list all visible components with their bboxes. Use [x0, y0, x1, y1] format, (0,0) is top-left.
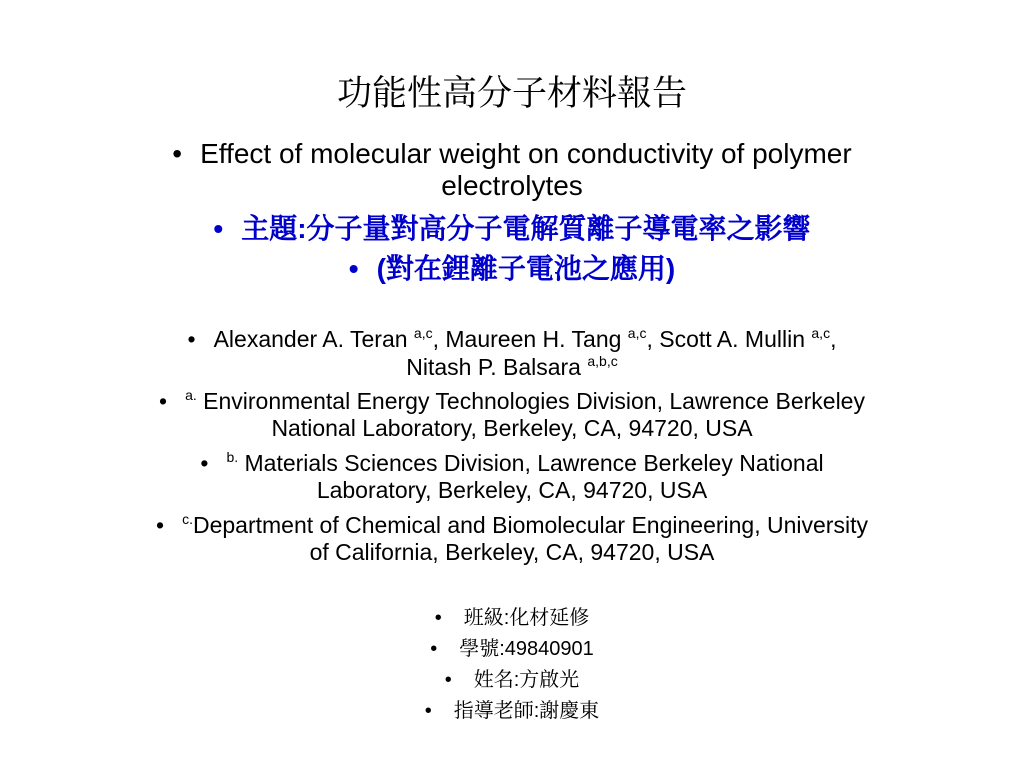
advisor-info-text: 指導老師:謝慶東: [453, 700, 600, 722]
affiliation-c-continuation: [0, 539, 1024, 566]
author-name: Scott A. Mullin: [659, 326, 805, 352]
affiliation-c: [0, 512, 1024, 539]
authors-continuation: [0, 354, 1024, 381]
author-name: Alexander A. Teran: [213, 326, 408, 352]
student-id-info: [0, 637, 1024, 661]
bullet-icon: •: [213, 213, 224, 244]
bullet-icon: •: [434, 607, 442, 629]
student-id-text: 學號:49840901: [459, 638, 594, 660]
author-separator: ,: [432, 326, 439, 352]
topic-bullet: [0, 138, 1024, 170]
author-name: Maureen H. Tang: [445, 326, 622, 352]
affiliation-a: [0, 388, 1024, 415]
slide-title: 功能性高分子材料報告: [336, 74, 687, 113]
affiliation-line-1: Materials Sciences Division, Lawrence Berkeley National: [244, 450, 824, 476]
bullet-icon: •: [159, 388, 168, 414]
topic-continuation: [0, 170, 1024, 202]
affiliation-a-continuation: [0, 415, 1024, 442]
bullet-icon: •: [424, 700, 432, 722]
bullet-icon: •: [200, 450, 209, 476]
application-text: (對在鋰離子電池之應用): [376, 253, 676, 284]
class-info: [0, 606, 1024, 630]
author-name: Nitash P. Balsara: [406, 354, 581, 380]
class-info-text: 班級:化材延修: [463, 607, 590, 629]
bullet-icon: •: [187, 326, 196, 352]
application-bullet: [0, 252, 1024, 286]
subject-bullet: [0, 212, 1024, 246]
name-info: [0, 668, 1024, 692]
author-separator: ,: [646, 326, 653, 352]
affiliation-mark: c.: [182, 511, 193, 527]
author-affiliation-mark: a,c: [413, 325, 433, 341]
affiliation-line-2: of California, Berkeley, CA, 94720, USA: [309, 539, 715, 565]
affiliation-line-1: Environmental Energy Technologies Division, Lawrence Berkeley: [203, 388, 865, 414]
affiliation-line-1: Department of Chemical and Biomolecular Engineering, University: [192, 512, 868, 538]
topic-line-2: electrolytes: [441, 170, 583, 201]
author-affiliation-mark: a,b,c: [587, 353, 618, 369]
advisor-info: [0, 699, 1024, 723]
bullet-icon: •: [348, 253, 359, 284]
bullet-icon: •: [430, 638, 438, 660]
name-info-text: 姓名:方啟光: [473, 669, 580, 691]
bullet-icon: •: [172, 138, 183, 169]
affiliation-mark: b.: [226, 449, 239, 465]
topic-line-1: Effect of molecular weight on conductivity of polymer: [200, 138, 852, 169]
author-separator: ,: [830, 326, 837, 352]
authors-bullet: [0, 326, 1024, 353]
bullet-icon: •: [156, 512, 165, 538]
affiliation-line-2: National Laboratory, Berkeley, CA, 94720, USA: [271, 415, 753, 441]
bullet-icon: •: [444, 669, 452, 691]
affiliation-b-continuation: [0, 477, 1024, 504]
affiliation-mark: a.: [185, 387, 197, 403]
subject-text: 主題:分子量對高分子電解質離子導電率之影響: [241, 213, 811, 244]
author-affiliation-mark: a,c: [627, 325, 647, 341]
affiliation-b: [0, 450, 1024, 477]
author-affiliation-mark: a,c: [811, 325, 831, 341]
affiliation-line-2: Laboratory, Berkeley, CA, 94720, USA: [316, 477, 708, 503]
